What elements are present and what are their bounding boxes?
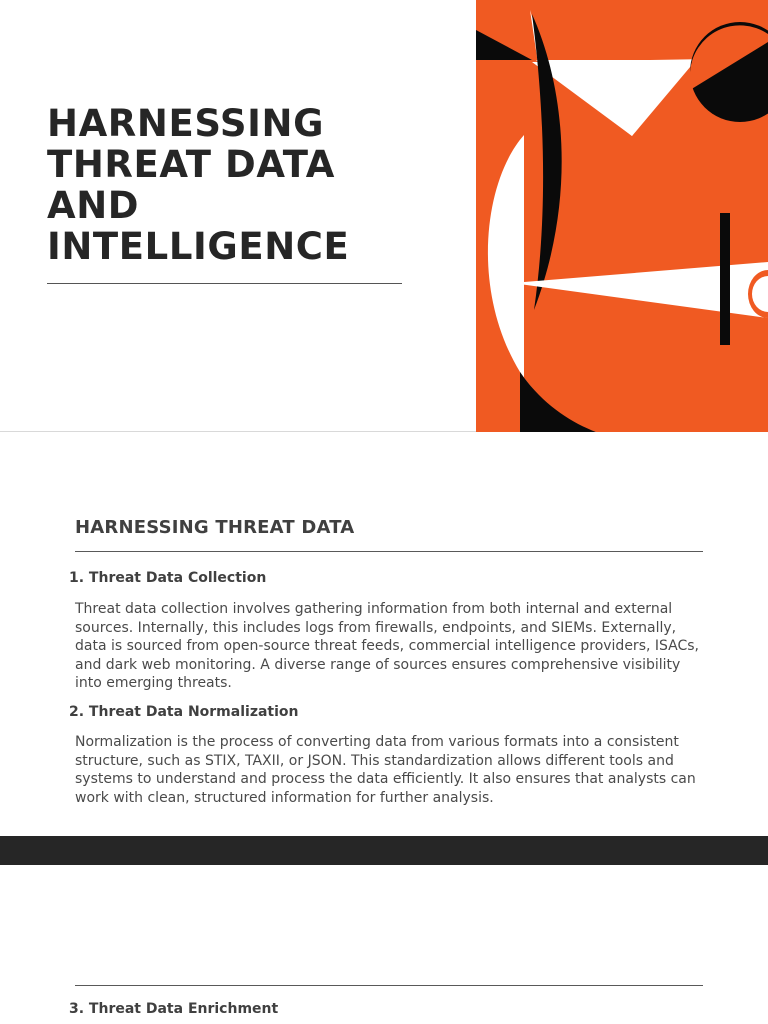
page-separator-band bbox=[0, 836, 768, 865]
cover-title: HARNESSING THREAT DATA AND INTELLIGENCE bbox=[47, 102, 350, 268]
cover-slide bbox=[0, 0, 768, 432]
subsection-heading: 3. Threat Data Enrichment bbox=[69, 1001, 279, 1017]
subsection-body: Threat data collection involves gathering information from both internal and external sources. Internally, this includes logs from firewalls, endpoints, and SIEMs. Externally, data is sourced from open-source threat feeds, commercial intelligence providers, ISACs, and dark web monitoring. A diverse range of sources ensures comprehensive visibility into emerging threats. bbox=[75, 601, 700, 692]
content-slide bbox=[0, 865, 768, 1024]
abstract-art-image bbox=[476, 0, 768, 432]
subsection-heading: 2. Threat Data Normalization bbox=[69, 704, 299, 720]
section-heading: HARNESSING THREAT DATA bbox=[75, 517, 355, 538]
section-divider bbox=[75, 985, 703, 986]
subsection-heading: 1. Threat Data Collection bbox=[69, 570, 267, 586]
cover-divider bbox=[47, 283, 402, 284]
art-black-bar bbox=[720, 213, 730, 345]
section-divider bbox=[75, 551, 703, 552]
content-slide bbox=[0, 433, 768, 836]
subsection-body: Normalization is the process of converting data from various formats into a consistent structure, such as STIX, TAXII, or JSON. This standardization allows different tools and systems to understand and process the data efficiently. It also ensures that analysts can work with clean, structured information for further analysis. bbox=[75, 734, 696, 806]
